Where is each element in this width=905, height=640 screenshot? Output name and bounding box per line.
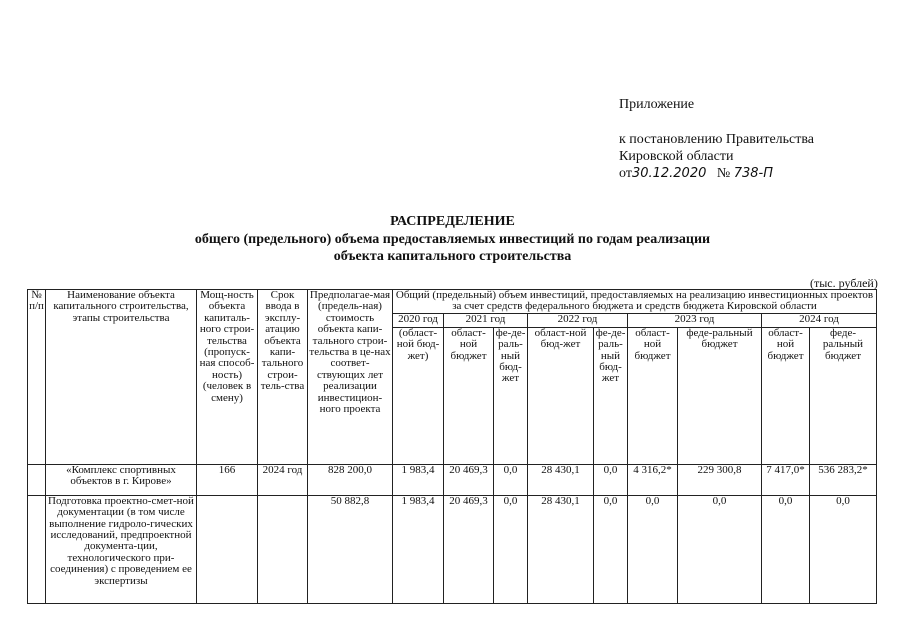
header-year-2020: 2020 год (393, 313, 444, 327)
row-name: «Комплекс спортивных объектов в г. Кирове» (46, 464, 197, 495)
doc-heading-line-2: общего (предельного) объема предоставляемых инвестиций по годам реализации (194, 232, 711, 247)
row-2023-federal: 229 300,8 (678, 464, 762, 495)
header-row-1 (28, 290, 877, 314)
row-2021-federal: 0,0 (494, 495, 528, 603)
appendix-date-line (619, 165, 773, 182)
row-2024-regional: 7 417,0* (762, 464, 810, 495)
row-cost: 50 882,8 (308, 495, 393, 603)
header-2024-regional: област-ной бюджет (762, 327, 810, 464)
header-year-2023: 2023 год (628, 313, 762, 327)
row-2022-federal: 0,0 (594, 464, 628, 495)
row-2020: 1 983,4 (393, 495, 444, 603)
row-num (28, 495, 46, 603)
row-2021-federal: 0,0 (494, 464, 528, 495)
row-name: Подготовка проектно-смет-ной документации (в том числе выполнение гидроло-гических исследований, предпроектной документа-ции, технологического при-соединения) с проведением ее экспертизы (46, 495, 197, 603)
row-2023-regional: 4 316,2* (628, 464, 678, 495)
header-2020-regional: (област-ной бюд-жет) (393, 327, 444, 464)
doc-heading-line-1: РАСПРЕДЕЛЕНИЕ (390, 214, 515, 229)
units-label: (тыс. рублей) (810, 276, 878, 290)
row-capacity (197, 495, 258, 603)
row-2024-federal: 536 283,2* (810, 464, 877, 495)
header-year-2021: 2021 год (444, 313, 528, 327)
header-2024-federal: феде-ральный бюджет (810, 327, 877, 464)
doc-heading-line-3: объекта капитального строительства (333, 249, 572, 264)
header-2022-federal: фе-де-раль-ный бюд-жет (594, 327, 628, 464)
row-term (258, 495, 308, 603)
row-2021-regional: 20 469,3 (444, 464, 494, 495)
header-year-2022: 2022 год (528, 313, 628, 327)
row-term: 2024 год (258, 464, 308, 495)
row-2023-federal: 0,0 (678, 495, 762, 603)
row-2024-regional: 0,0 (762, 495, 810, 603)
table-row (28, 464, 877, 495)
header-term: Срок ввода в эксплу-атацию объекта капи-тального строи-тель-ства (258, 290, 308, 465)
date-prefix: от (619, 166, 632, 181)
appendix-line-2: Кировской области (619, 149, 734, 164)
header-capacity: Мощ-ность объекта капиталь-ного строи-тельства (пропуск-ная способ-ность) (человек в смену) (197, 290, 258, 465)
header-2023-federal: феде-ральный бюджет (678, 327, 762, 464)
row-2024-federal: 0,0 (810, 495, 877, 603)
row-2023-regional: 0,0 (628, 495, 678, 603)
row-2022-regional: 28 430,1 (528, 464, 594, 495)
number-prefix: № (716, 166, 731, 181)
header-2022-regional: област-ной бюд-жет (528, 327, 594, 464)
header-2021-regional: област-ной бюджет (444, 327, 494, 464)
header-year-2024: 2024 год (762, 313, 877, 327)
header-2023-regional: област-ной бюджет (628, 327, 678, 464)
header-total: Общий (предельный) объем инвестиций, предоставляемых на реализацию инвестиционных проектов за счет средств федерального бюджета и средств бюджета Кировской области (393, 290, 877, 314)
header-name: Наименование объекта капитального строительства, этапы строительства (46, 290, 197, 465)
appendix-line-1: к постановлению Правительства (619, 132, 815, 147)
row-cost: 828 200,0 (308, 464, 393, 495)
table-row (28, 495, 877, 603)
header-2021-federal: фе-де-раль-ный бюд-жет (494, 327, 528, 464)
row-num (28, 464, 46, 495)
investment-table (27, 289, 877, 604)
appendix-title: Приложение (619, 97, 695, 112)
header-num: № п/п (28, 290, 46, 465)
row-2020: 1 983,4 (393, 464, 444, 495)
handwritten-date: 30.12.2020 (631, 166, 707, 181)
row-2021-regional: 20 469,3 (444, 495, 494, 603)
row-capacity: 166 (197, 464, 258, 495)
row-2022-regional: 28 430,1 (528, 495, 594, 603)
row-2022-federal: 0,0 (594, 495, 628, 603)
header-cost: Предполагае-мая (предель-ная) стоимость объекта капи-тального строи-тельства в це-нах соответ-ствующих лет реализации инвестицион-ного проекта (308, 290, 393, 465)
handwritten-number: 738-П (733, 166, 774, 181)
